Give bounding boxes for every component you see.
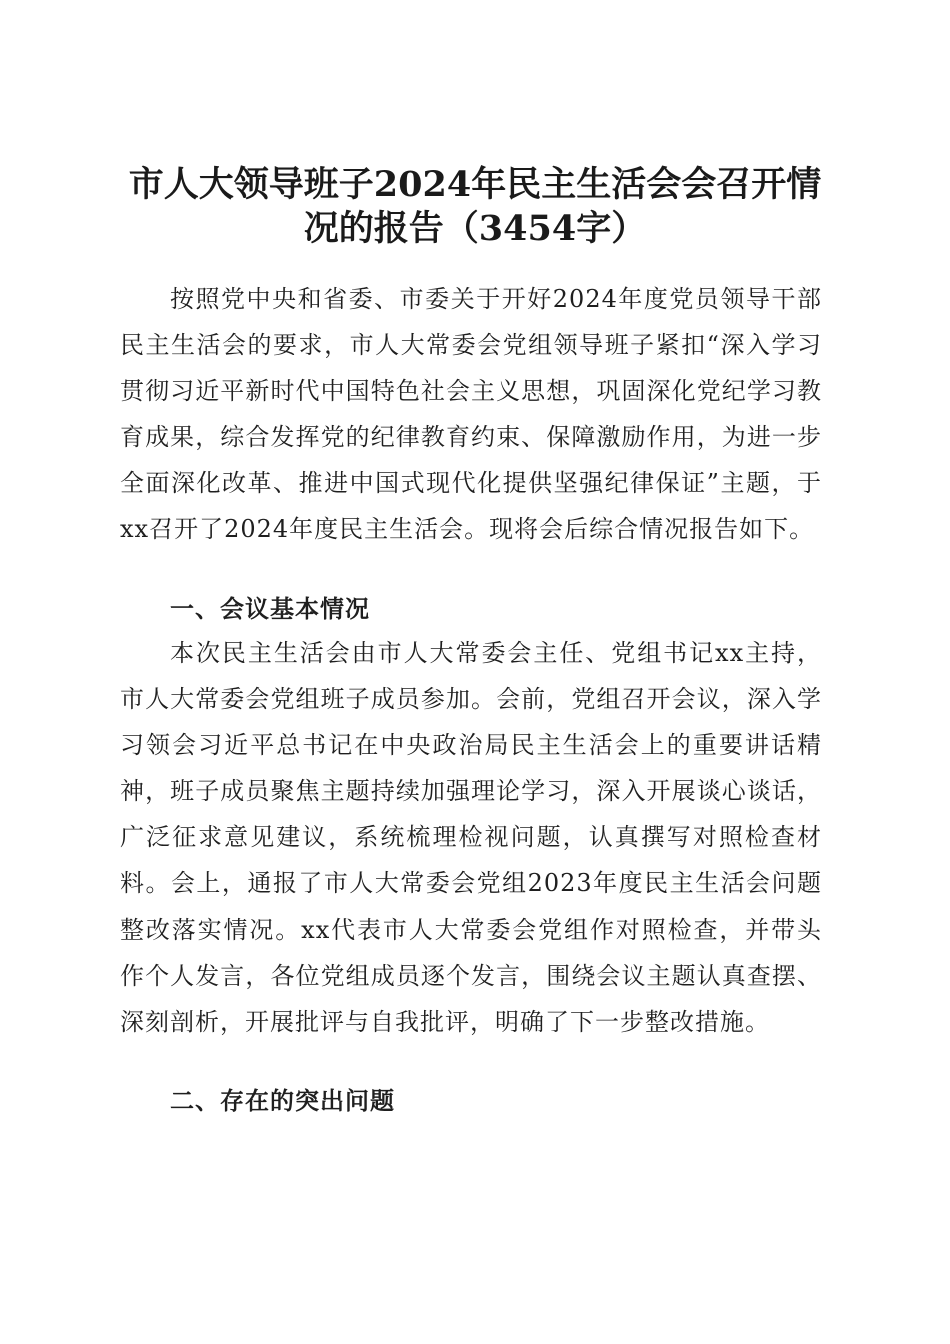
intro-paragraph: 按照党中央和省委、市委关于开好2024年度党员领导干部民主生活会的要求，市人大常委会党组领导班子紧扣“深入学习贯彻习近平新时代中国特色社会主义思想，巩固深化党纪学习教育成果，综合发挥党的纪律教育约束、保障激励作用，为进一步全面深化改革、推进中国式现代化提供坚强纪律保证”主题，于xx召开了2024年度民主生活会。现将会后综合情况报告如下。: [120, 285, 822, 544]
document-title: 市人大领导班子2024年民主生活会会召开情况的报告（3454字）: [128, 164, 822, 250]
section-heading-meeting-overview: 一、会议基本情况: [170, 595, 370, 623]
section-heading-problems: 二、存在的突出问题: [170, 1087, 395, 1115]
meeting-overview-paragraph: 本次民主生活会由市人大常委会主任、党组书记xx主持，市人大常委会党组班子成员参加。会前，党组召开会议，深入学习领会习近平总书记在中央政治局民主生活会上的重要讲话精神，班子成员聚焦主题持续加强理论学习，深入开展谈心谈话，广泛征求意见建议，系统梳理检视问题，认真撰写对照检查材料。会上，通报了市人大常委会党组2023年度民主生活会问题整改落实情况。xx代表市人大常委会党组作对照检查，并带头作个人发言，各位党组成员逐个发言，围绕会议主题认真查摆、深刻剖析，开展批评与自我批评，明确了下一步整改措施。: [120, 639, 822, 1036]
